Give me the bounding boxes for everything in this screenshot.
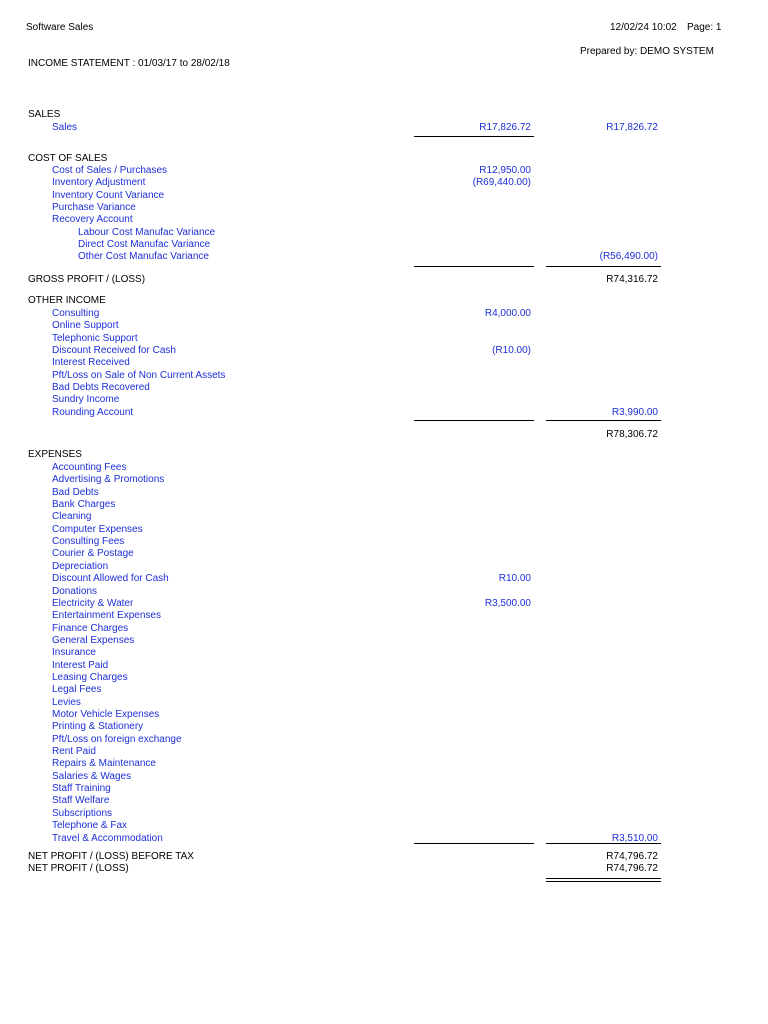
section-heading-sales: SALES — [28, 109, 61, 120]
account-label: Consulting Fees — [52, 536, 125, 548]
amount-col1: (R69,440.00) — [472, 177, 531, 189]
rule-oi-col1 — [414, 420, 534, 421]
account-label: Labour Cost Manufac Variance — [78, 226, 216, 238]
other-income-subtotal: R78,306.72 — [606, 429, 658, 440]
account-label: Direct Cost Manufac Variance — [78, 239, 211, 251]
section-heading-other-income: OTHER INCOME — [28, 295, 106, 306]
page-number: Page: 1 — [687, 22, 722, 33]
net-profit-value: R74,796.72 — [606, 863, 658, 874]
account-label: Salaries & Wages — [52, 770, 132, 782]
rule-exp-col1 — [414, 843, 534, 844]
account-label: Purchase Variance — [52, 202, 136, 214]
amount-col1: R4,000.00 — [484, 308, 531, 319]
report-title: INCOME STATEMENT : 01/03/17 to 28/02/18 — [28, 58, 230, 69]
rule-cos-col2 — [546, 266, 661, 267]
account-label: Staff Training — [52, 783, 111, 795]
amount-col2: R17,826.72 — [606, 122, 658, 133]
account-label: Levies — [52, 696, 81, 708]
account-label: Inventory Count Variance — [52, 189, 165, 201]
account-label: Bank Charges — [52, 499, 116, 511]
amount-col1: (R10.00) — [492, 345, 531, 357]
account-label: Sundry Income — [52, 394, 120, 406]
account-label: Legal Fees — [52, 684, 102, 696]
section-heading-expenses: EXPENSES — [28, 449, 82, 460]
amount-col1: R3,500.00 — [484, 597, 531, 609]
account-label: Computer Expenses — [52, 523, 143, 535]
account-label: Electricity & Water — [52, 597, 134, 609]
net-profit-before-tax-value: R74,796.72 — [606, 851, 658, 862]
amount-col2: R3,510.00 — [611, 832, 658, 844]
amount-col1: R12,950.00 — [479, 165, 531, 176]
account-label: Courier & Postage — [52, 548, 134, 560]
amount-col1: R17,826.72 — [479, 122, 531, 133]
amount-col2: (R56,490.00) — [599, 251, 658, 263]
account-label: Bad Debts Recovered — [52, 382, 150, 394]
account-label: Discount Received for Cash — [52, 345, 176, 357]
account-label: Cleaning — [52, 511, 92, 523]
account-label: Repairs & Maintenance — [52, 758, 156, 770]
account-label: Pft/Loss on foreign exchange — [52, 733, 182, 745]
account-label: Leasing Charges — [52, 671, 128, 683]
account-label: General Expenses — [52, 634, 135, 646]
account-label: Cost of Sales / Purchases — [52, 165, 168, 176]
account-label: Other Cost Manufac Variance — [78, 251, 209, 263]
account-label: Rent Paid — [52, 746, 96, 758]
account-label: Printing & Stationery — [52, 721, 144, 733]
account-label: Telephone & Fax — [52, 820, 128, 832]
account-label: Rounding Account — [52, 406, 134, 418]
account-label: Online Support — [52, 320, 119, 332]
account-label: Entertainment Expenses — [52, 610, 161, 622]
account-label: Accounting Fees — [52, 462, 127, 473]
account-label: Insurance — [52, 647, 96, 659]
amount-col2: R3,990.00 — [611, 406, 658, 418]
rule-sales — [414, 136, 534, 137]
account-label: Advertising & Promotions — [52, 474, 165, 486]
account-label: Motor Vehicle Expenses — [52, 709, 160, 720]
account-label: Inventory Adjustment — [52, 177, 146, 189]
account-label: Travel & Accommodation — [52, 832, 163, 844]
account-label: Donations — [52, 585, 98, 597]
section-heading-cost-of-sales: COST OF SALES — [28, 153, 108, 164]
account-label: Discount Allowed for Cash — [52, 573, 169, 585]
account-label: Consulting — [52, 308, 100, 319]
net-profit-label: NET PROFIT / (LOSS) — [28, 863, 129, 874]
account-label: Recovery Account — [52, 214, 133, 226]
account-label: Depreciation — [52, 560, 109, 572]
rule-exp-col2 — [546, 843, 661, 844]
gross-profit-value: R74,316.72 — [606, 274, 658, 285]
account-label: Telephonic Support — [52, 332, 138, 344]
account-label: Pft/Loss on Sale of Non Current Assets — [52, 369, 226, 381]
gross-profit-label: GROSS PROFIT / (LOSS) — [28, 274, 146, 285]
account-label: Staff Welfare — [52, 795, 110, 807]
account-label: Interest Received — [52, 357, 130, 369]
amount-col1: R10.00 — [498, 573, 531, 585]
prepared-by: Prepared by: DEMO SYSTEM — [580, 46, 714, 57]
rule-net-profit-double — [546, 878, 661, 882]
net-profit-before-tax-label: NET PROFIT / (LOSS) BEFORE TAX — [28, 851, 194, 862]
account-label: Subscriptions — [52, 807, 113, 819]
account-label: Bad Debts — [52, 486, 99, 498]
rule-oi-col2 — [546, 420, 661, 421]
account-label: Finance Charges — [52, 622, 129, 634]
account-label: Sales — [52, 122, 78, 133]
rule-cos-col1 — [414, 266, 534, 267]
report-datetime: 12/02/24 10:02 — [610, 22, 677, 33]
company-name: Software Sales — [26, 22, 94, 33]
account-label: Interest Paid — [52, 659, 109, 671]
